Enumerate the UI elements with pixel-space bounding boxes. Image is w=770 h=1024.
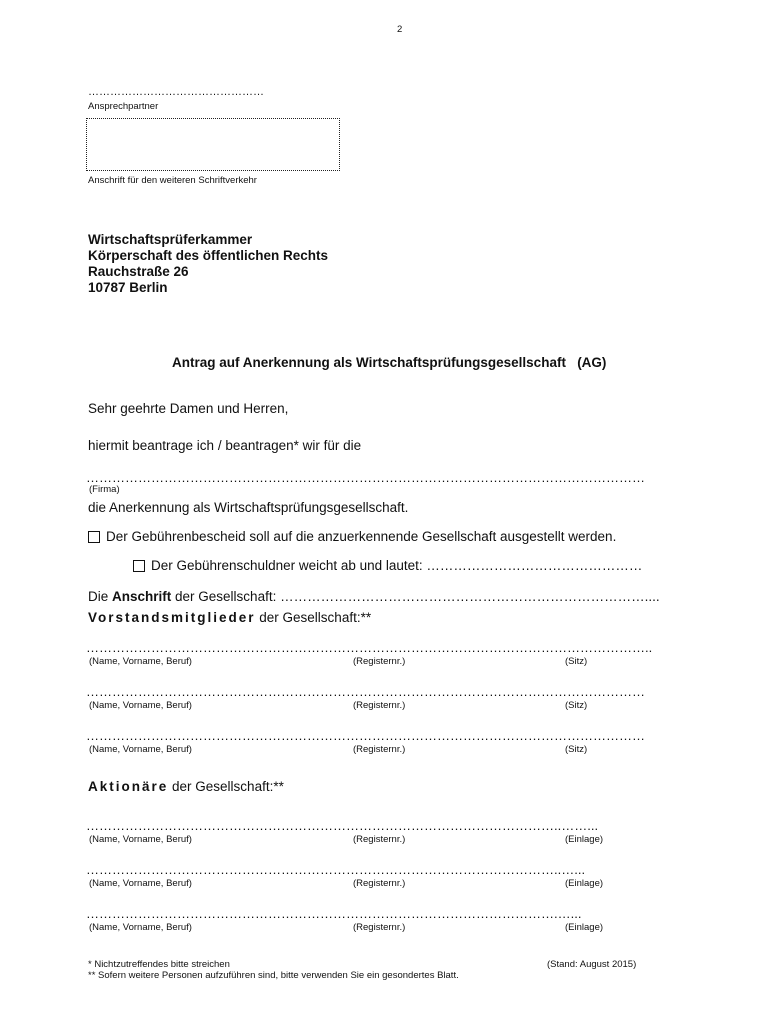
firma-dotted-line[interactable]: …………………………………………………………………………………………………………………: [86, 470, 645, 485]
shareholders-heading-rest: der Gesellschaft:**: [168, 779, 284, 794]
shareholder-row-3-dotted-line[interactable]: ……………………………………………………………………………………………….…...: [86, 906, 582, 921]
version-note: (Stand: August 2015): [547, 959, 637, 970]
name-label: (Name, Vorname, Beruf): [89, 656, 192, 667]
register-label: (Registernr.): [353, 744, 406, 755]
fee-notice-checkbox[interactable]: [88, 531, 100, 543]
name-label: (Name, Vorname, Beruf): [89, 922, 192, 933]
board-row-2-dotted-line[interactable]: …………………………………………………………………………………………………………………: [86, 684, 645, 699]
shareholder-row-1-dotted-line[interactable]: ………………………………………………………………………………………………..……...: [86, 818, 599, 833]
register-label: (Registernr.): [353, 700, 406, 711]
contact-dotted-line[interactable]: …………………………………………: [88, 86, 264, 98]
company-address-bold: Anschrift: [112, 589, 172, 604]
seat-label: (Sitz): [565, 656, 588, 667]
board-row-3-dotted-line[interactable]: …………………………………………………………………………………………………………………: [86, 728, 645, 743]
board-heading-rest: der Gesellschaft:**: [255, 610, 372, 625]
page-number: 2: [397, 24, 403, 35]
register-label: (Registernr.): [353, 834, 406, 845]
contact-label: Ansprechpartner: [88, 101, 159, 112]
footnote-2: ** Sofern weitere Personen aufzuführen sind, bitte verwenden Sie ein gesondertes Blatt.: [88, 970, 459, 981]
fee-debtor-option: [133, 558, 642, 573]
company-address-line[interactable]: [88, 589, 660, 604]
shareholders-heading: [88, 779, 284, 794]
name-label: (Name, Vorname, Beruf): [89, 834, 192, 845]
firma-label: (Firma): [89, 484, 120, 495]
fee-debtor-label[interactable]: Der Gebührenschuldner weicht ab und lautet: …………………………………………: [151, 558, 643, 573]
contribution-label: (Einlage): [565, 878, 604, 889]
form-title: Antrag auf Anerkennung als Wirtschaftsprüfungsgesellschaft (AG): [172, 355, 607, 370]
register-label: (Registernr.): [353, 878, 406, 889]
company-address-suffix: der Gesellschaft: ………………………………………………………………………....: [171, 589, 660, 604]
register-label: (Registernr.): [353, 922, 406, 933]
seat-label: (Sitz): [565, 744, 588, 755]
name-label: (Name, Vorname, Beruf): [89, 700, 192, 711]
fee-debtor-checkbox[interactable]: [133, 560, 145, 572]
recipient-line-1: Wirtschaftsprüferkammer: [88, 232, 253, 247]
board-row-1-dotted-line[interactable]: …………………………………………………………………………………………………………………..: [86, 640, 653, 655]
shareholder-row-2-dotted-line[interactable]: ………………………………………………………………………………………………..…...: [86, 862, 586, 877]
address-box[interactable]: [86, 118, 340, 171]
recipient-line-4: 10787 Berlin: [88, 280, 168, 295]
footnote-1: * Nichtzutreffendes bitte streichen: [88, 959, 230, 970]
name-label: (Name, Vorname, Beruf): [89, 878, 192, 889]
contribution-label: (Einlage): [565, 922, 604, 933]
fee-notice-option: [88, 529, 616, 544]
register-label: (Registernr.): [353, 656, 406, 667]
recipient-address: [88, 232, 328, 296]
seat-label: (Sitz): [565, 700, 588, 711]
salutation: Sehr geehrte Damen und Herren,: [88, 401, 289, 416]
board-heading: [88, 610, 371, 625]
recipient-line-2: Körperschaft des öffentlichen Rechts: [88, 248, 329, 263]
recognition-text: die Anerkennung als Wirtschaftsprüfungsgesellschaft.: [88, 500, 409, 515]
recipient-line-3: Rauchstraße 26: [88, 264, 189, 279]
name-label: (Name, Vorname, Beruf): [89, 744, 192, 755]
company-address-prefix: Die: [88, 589, 113, 604]
contribution-label: (Einlage): [565, 834, 604, 845]
shareholders-heading-bold: Aktionäre: [88, 779, 169, 794]
address-box-label: Anschrift für den weiteren Schriftverkehr: [88, 175, 257, 186]
fee-notice-label: Der Gebührenbescheid soll auf die anzuerkennende Gesellschaft ausgestellt werden.: [106, 529, 617, 544]
board-heading-bold: Vorstandsmitglieder: [88, 610, 256, 625]
intro-text: hiermit beantrage ich / beantragen* wir für die: [88, 438, 362, 453]
